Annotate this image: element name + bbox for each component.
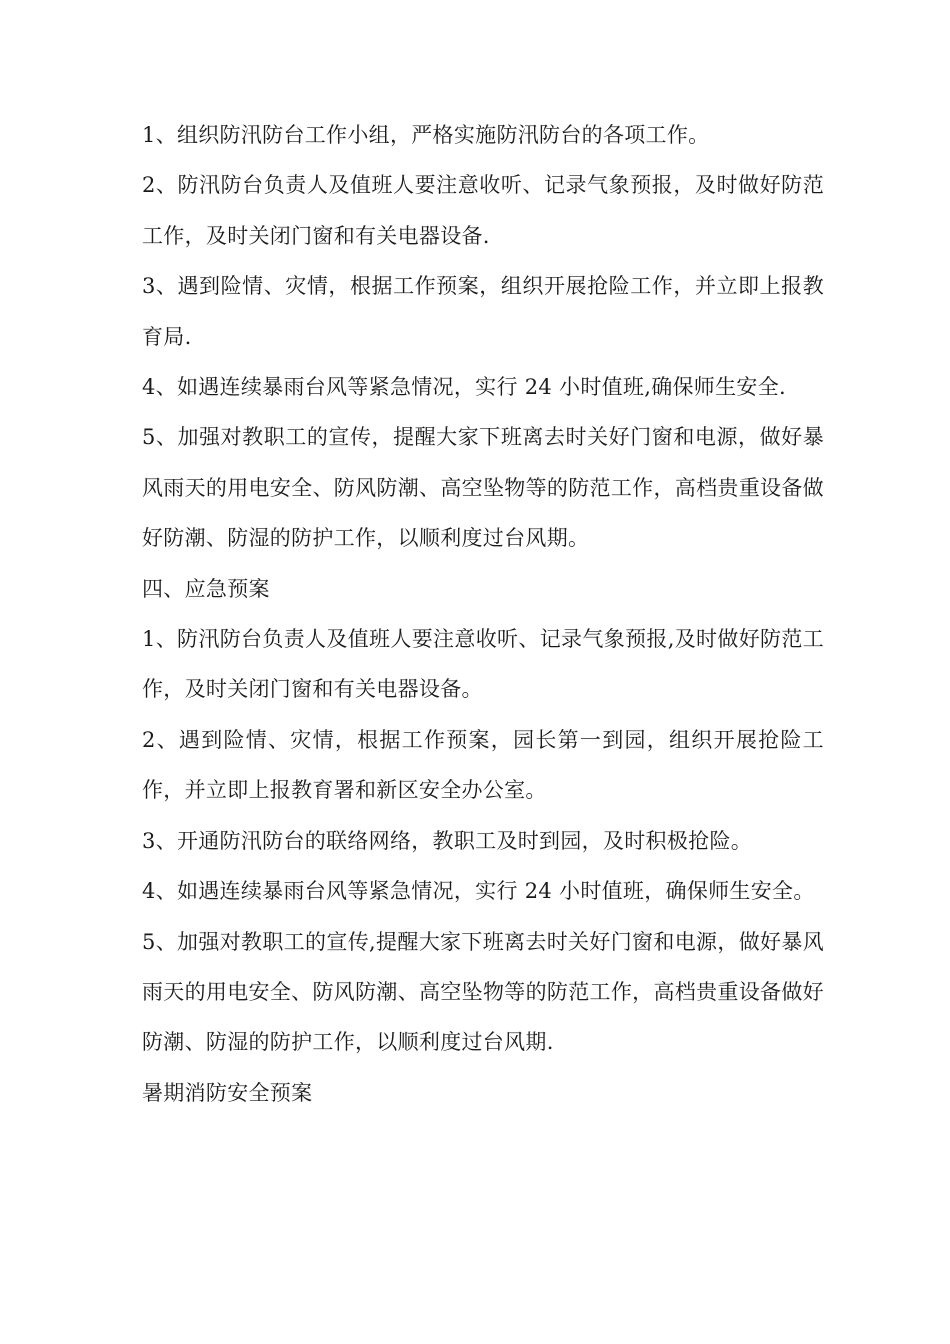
- paragraph-plan-response: 2、遇到险情、灾情，根据工作预案，园长第一到园，组织开展抢险工作，并立即上报教育署和新区安全办公室。: [142, 727, 824, 803]
- paragraph-staff-awareness: 5、加强对教职工的宣传，提醒大家下班离去时关好门窗和电源，做好暴风雨天的用电安全、防风防潮、高空坠物等的防范工作，高档贵重设备做好防潮、防湿的防护工作，以顺利度过台风期。: [142, 425, 824, 551]
- paragraph-plan-contact-network: 3、开通防汛防台的联络网络，教职工及时到园，及时积极抢险。: [142, 828, 753, 853]
- section-heading-emergency-plan: 四、应急预案: [142, 576, 270, 601]
- paragraph-plan-weather-watch: 1、防汛防台负责人及值班人要注意收听、记录气象预报,及时做好防范工作，及时关闭门窗和有关电器设备。: [142, 627, 824, 702]
- section-heading-summer-fire-safety: 暑期消防安全预案: [142, 1080, 313, 1105]
- paragraph-emergency-response: 3、遇到险情、灾情，根据工作预案，组织开展抢险工作，并立即上报教育局.: [142, 274, 824, 349]
- document-body: [142, 110, 824, 1118]
- paragraph-plan-staff-awareness: 5、加强对教职工的宣传,提醒大家下班离去时关好门窗和电源，做好暴风雨天的用电安全、防风防潮、高空坠物等的防范工作，高档贵重设备做好防潮、防湿的防护工作，以顺利度过台风期.: [142, 929, 824, 1055]
- paragraph-flood-team: 1、组织防汛防台工作小组，严格实施防汛防台的各项工作。: [142, 123, 710, 147]
- paragraph-plan-24h-duty: 4、如遇连续暴雨台风等紧急情况，实行 24 小时值班，确保师生安全。: [142, 879, 815, 904]
- paragraph-weather-watch: 2、防汛防台负责人及值班人要注意收听、记录气象预报，及时做好防范工作，及时关闭门窗和有关电器设备.: [142, 173, 824, 248]
- paragraph-24h-duty: 4、如遇连续暴雨台风等紧急情况，实行 24 小时值班,确保师生安全.: [142, 375, 786, 400]
